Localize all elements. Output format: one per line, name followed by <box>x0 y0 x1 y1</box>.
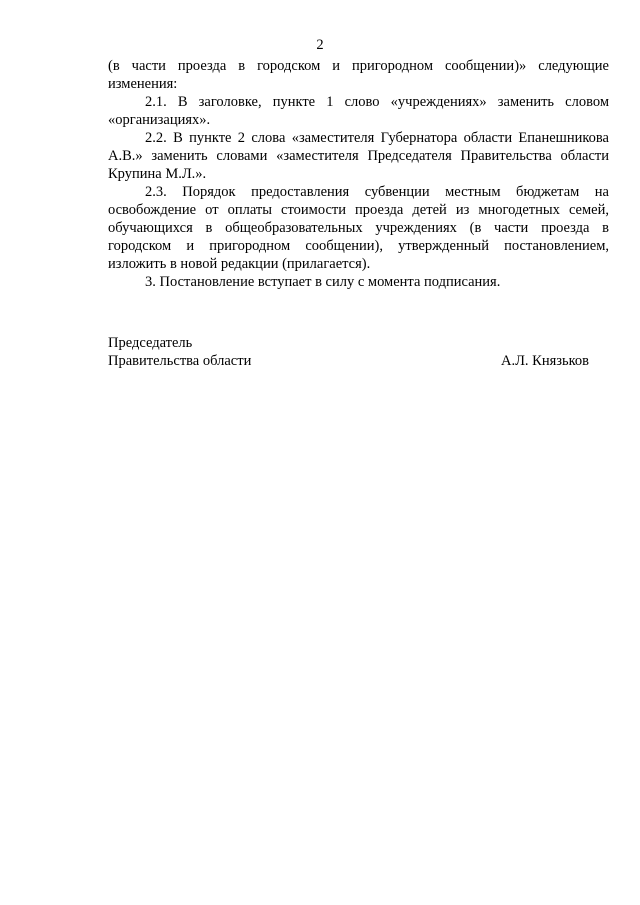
document-body <box>108 57 609 291</box>
signatory-title-line1: Председатель <box>108 335 193 351</box>
paragraph-continuation: (в части проезда в городском и пригородном сообщении)» следующие изменения: <box>108 58 609 92</box>
paragraph-3: 3. Постановление вступает в силу с момента подписания. <box>145 274 501 290</box>
signature-row <box>108 352 589 370</box>
signature-block <box>108 334 589 370</box>
paragraph-2-3: 2.3. Порядок предоставления субвенции местным бюджетам на освобождение от оплаты стоимости проезда детей из многодетных семей, обучающихся в общеобразовательных учреждениях (в части проезда в городском и пригородном сообщении), утвержденный постановлением, изложить в новой редакции (прилагается). <box>108 184 609 272</box>
page-number: 2 <box>316 37 324 53</box>
paragraph-2-1: 2.1. В заголовке, пункте 1 слово «учреждениях» заменить словом «организациях». <box>108 94 609 128</box>
paragraph-2-2: 2.2. В пункте 2 слова «заместителя Губернатора области Епанешникова А.В.» заменить словами «заместителя Председателя Правительства области Крупина М.Л.». <box>108 130 609 182</box>
signatory-title-line2: Правительства области <box>108 353 252 369</box>
signatory-name: А.Л. Князьков <box>500 353 589 369</box>
